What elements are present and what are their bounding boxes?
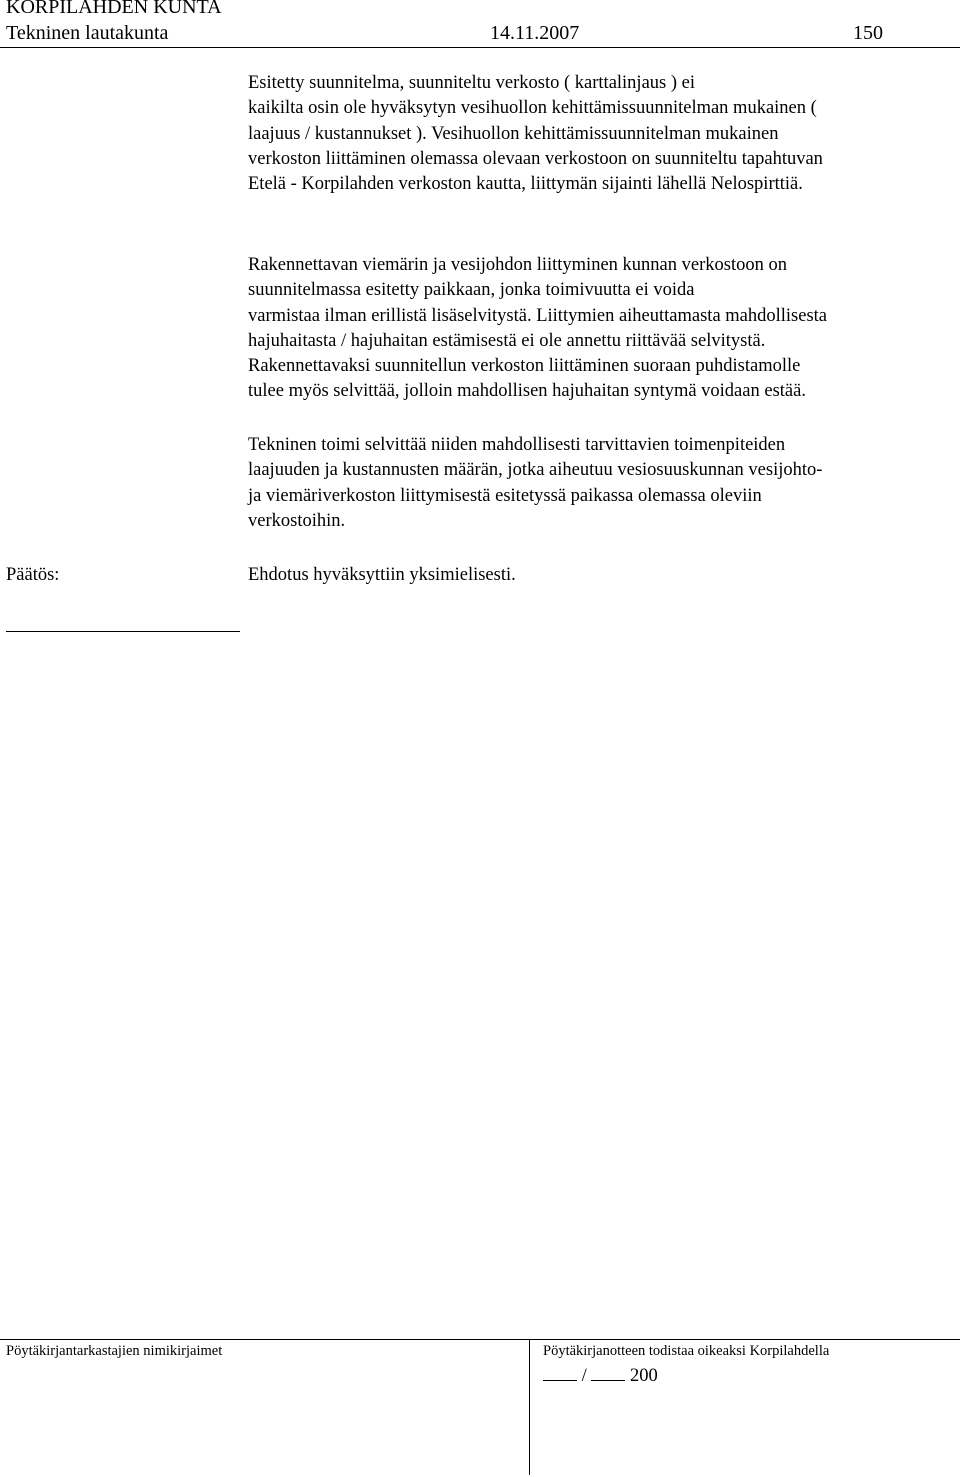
decision-text: Ehdotus hyväksyttiin yksimielisesti. — [248, 565, 516, 585]
section-end-rule — [6, 631, 240, 632]
text-line: hajuhaitasta / hajuhaitan estämisestä ei ole annettu riittävää selvitystä. — [248, 330, 766, 351]
text-line: verkostoihin. — [248, 510, 346, 531]
meeting-date: 14.11.2007 — [490, 22, 580, 44]
decision-label: Päätös: — [6, 565, 60, 585]
text-line: varmistaa ilman erillistä lisäselvitystä. Liittymien aiheuttamasta mahdollisesta — [248, 305, 828, 326]
header-rule — [0, 47, 960, 48]
day-blank — [543, 1362, 577, 1381]
certification-label: Pöytäkirjanotteen todistaa oikeaksi Korpilahdella — [543, 1343, 830, 1359]
certification-date-field — [543, 1362, 658, 1387]
text-line: laajuus / kustannukset ). Vesihuollon kehittämissuunnitelman mukainen — [248, 123, 779, 144]
text-line: suunnitelmassa esitetty paikkaan, jonka toimivuutta ei voida — [248, 280, 695, 301]
text-line: kaikilta osin ole hyväksytyn vesihuollon kehittämissuunnitelman mukainen ( — [248, 98, 817, 119]
committee-name: Tekninen lautakunta — [6, 22, 169, 44]
text-line: Rakennettavan viemärin ja vesijohdon liittyminen kunnan verkostoon on — [248, 255, 787, 275]
text-line: Tekninen toimi selvittää niiden mahdollisesti tarvittavien toimenpiteiden — [248, 435, 786, 455]
footer-divider — [529, 1339, 530, 1475]
year-prefix: 200 — [630, 1366, 658, 1386]
text-line: verkoston liittäminen olemassa olevaan verkostoon on suunniteltu tapahtuvan — [248, 148, 823, 169]
text-line: laajuuden ja kustannusten määrän, jotka aiheutuu vesiosuuskunnan vesijohto- — [248, 460, 823, 481]
page-number: 150 — [853, 22, 883, 44]
text-line: Esitetty suunnitelma, suunniteltu verkosto ( karttalinjaus ) ei — [248, 73, 695, 93]
month-blank — [591, 1362, 625, 1381]
text-line: tulee myös selvittää, jolloin mahdollisen hajuhaitan syntymä voidaan estää. — [248, 381, 806, 402]
paragraph-technical-office — [248, 433, 948, 534]
paragraph-plan-compliance — [248, 71, 948, 197]
date-separator: / — [581, 1366, 587, 1386]
text-line: Etelä - Korpilahden verkoston kautta, liittymän sijainti lähellä Nelospirttiä. — [248, 174, 803, 195]
organization-name: KORPILAHDEN KUNTA — [6, 0, 222, 18]
footer-rule — [0, 1339, 960, 1340]
inspectors-initials-label: Pöytäkirjantarkastajien nimikirjaimet — [6, 1343, 223, 1359]
text-line: ja viemäriverkoston liittymisestä esitetyssä paikassa olemassa oleviin — [248, 485, 762, 506]
text-line: Rakennettavaksi suunnitellun verkoston liittäminen suoraan puhdistamolle — [248, 356, 801, 377]
paragraph-connection — [248, 253, 948, 405]
